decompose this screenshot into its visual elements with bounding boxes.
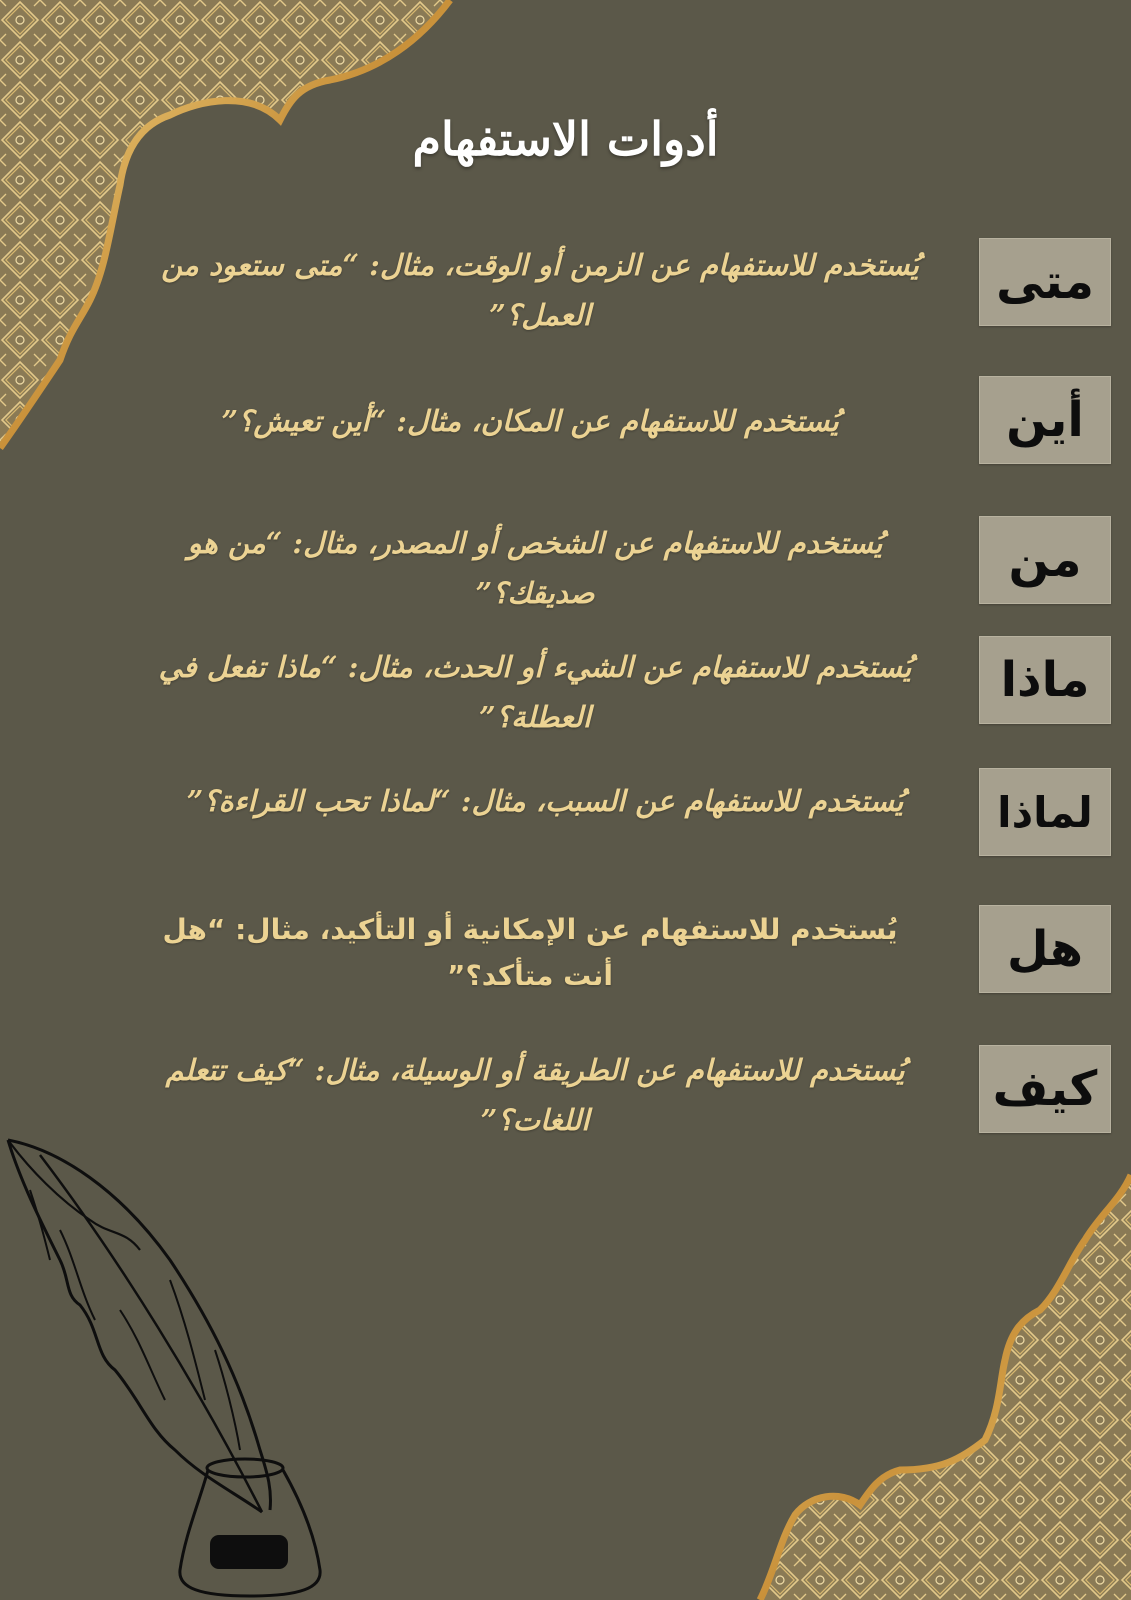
- list-item-mata: [0, 238, 1131, 332]
- tile-word: متى: [996, 254, 1094, 310]
- word-tile: [979, 768, 1111, 856]
- word-tile: [979, 238, 1111, 326]
- word-tile: [979, 636, 1111, 724]
- tile-word: من: [1008, 532, 1082, 588]
- list-item-hal: [0, 905, 1131, 995]
- page-title: أدوات الاستفهام: [412, 112, 719, 166]
- description-text: يُستخدم للاستفهام عن الإمكانية أو التأكيد، مثال: “هل أنت متأكد؟”: [162, 913, 898, 992]
- quill-and-inkwell-icon: [0, 1130, 340, 1600]
- tile-word: ماذا: [1000, 652, 1090, 708]
- description-text: يُستخدم للاستفهام عن المكان، مثال: “أين تعيش؟”: [221, 404, 839, 438]
- tile-word: هل: [1006, 921, 1084, 977]
- description-text: يُستخدم للاستفهام عن الشخص أو المصدر، مثال: “من هو صديقك؟”: [187, 526, 883, 610]
- word-tile: [979, 376, 1111, 464]
- bottom-right-arabesque: [760, 1175, 1131, 1600]
- description-text: يُستخدم للاستفهام عن الطريقة أو الوسيلة، مثال: “كيف تتعلم اللغات؟”: [165, 1053, 905, 1137]
- word-tile: [979, 516, 1111, 604]
- tile-word: أين: [1006, 392, 1084, 448]
- tile-word: كيف: [992, 1061, 1098, 1117]
- list-item-limatha: [0, 768, 1131, 858]
- word-tile: [979, 1045, 1111, 1133]
- description-text: يُستخدم للاستفهام عن السبب، مثال: “لماذا تحب القراءة؟”: [186, 784, 904, 818]
- list-item-kayfa: [0, 1045, 1131, 1135]
- list-item-man: [0, 516, 1131, 610]
- description-text: يُستخدم للاستفهام عن الشيء أو الحدث، مثال: “ماذا تفعل في العطلة؟”: [158, 650, 912, 734]
- list-item-ayna: [0, 376, 1131, 466]
- list-item-matha: [0, 636, 1131, 734]
- word-tile: [979, 905, 1111, 993]
- description-text: يُستخدم للاستفهام عن الزمن أو الوقت، مثال: “متى ستعود من العمل؟”: [161, 248, 919, 332]
- tile-word: لماذا: [997, 787, 1093, 837]
